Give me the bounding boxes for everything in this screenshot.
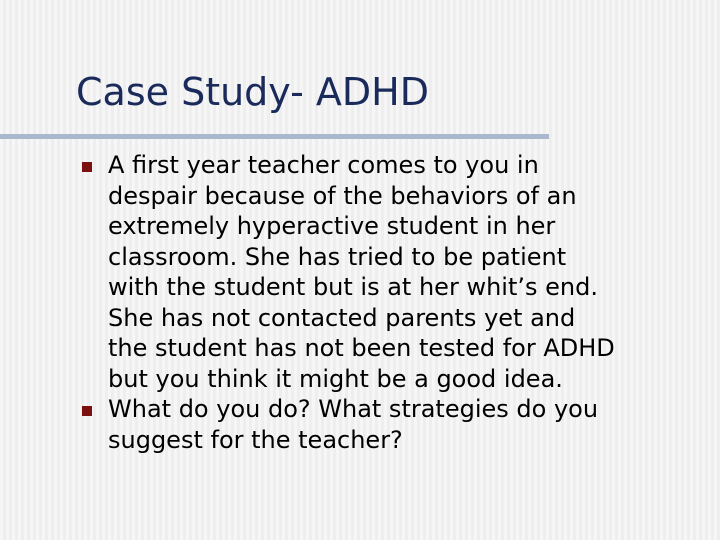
square-bullet-icon [82,162,92,172]
title-underline [0,134,549,139]
slide-title: Case Study- ADHD [76,70,430,114]
bullet-line: suggest for the teacher? [108,425,403,454]
bullet-line: the student has not been tested for ADHD [108,334,615,362]
bullet-list [82,150,707,455]
bullet-item-question [82,394,707,455]
bullet-line: classroom. She has tried to be patient [108,242,567,271]
bullet-line: extremely hyperactive student in her [108,212,556,240]
bullet-line: despair because of the behaviors of an [108,181,577,210]
bullet-line: She has not contacted parents yet and [108,303,576,332]
bullet-line: with the student but is at her whit’s end. [108,273,598,301]
bullet-item-case-description [82,150,707,394]
bullet-line: A first year teacher comes to you in [108,151,539,179]
bullet-line: What do you do? What strategies do you [108,395,599,423]
bullet-line: but you think it might be a good idea. [108,364,563,393]
square-bullet-icon [82,406,92,416]
